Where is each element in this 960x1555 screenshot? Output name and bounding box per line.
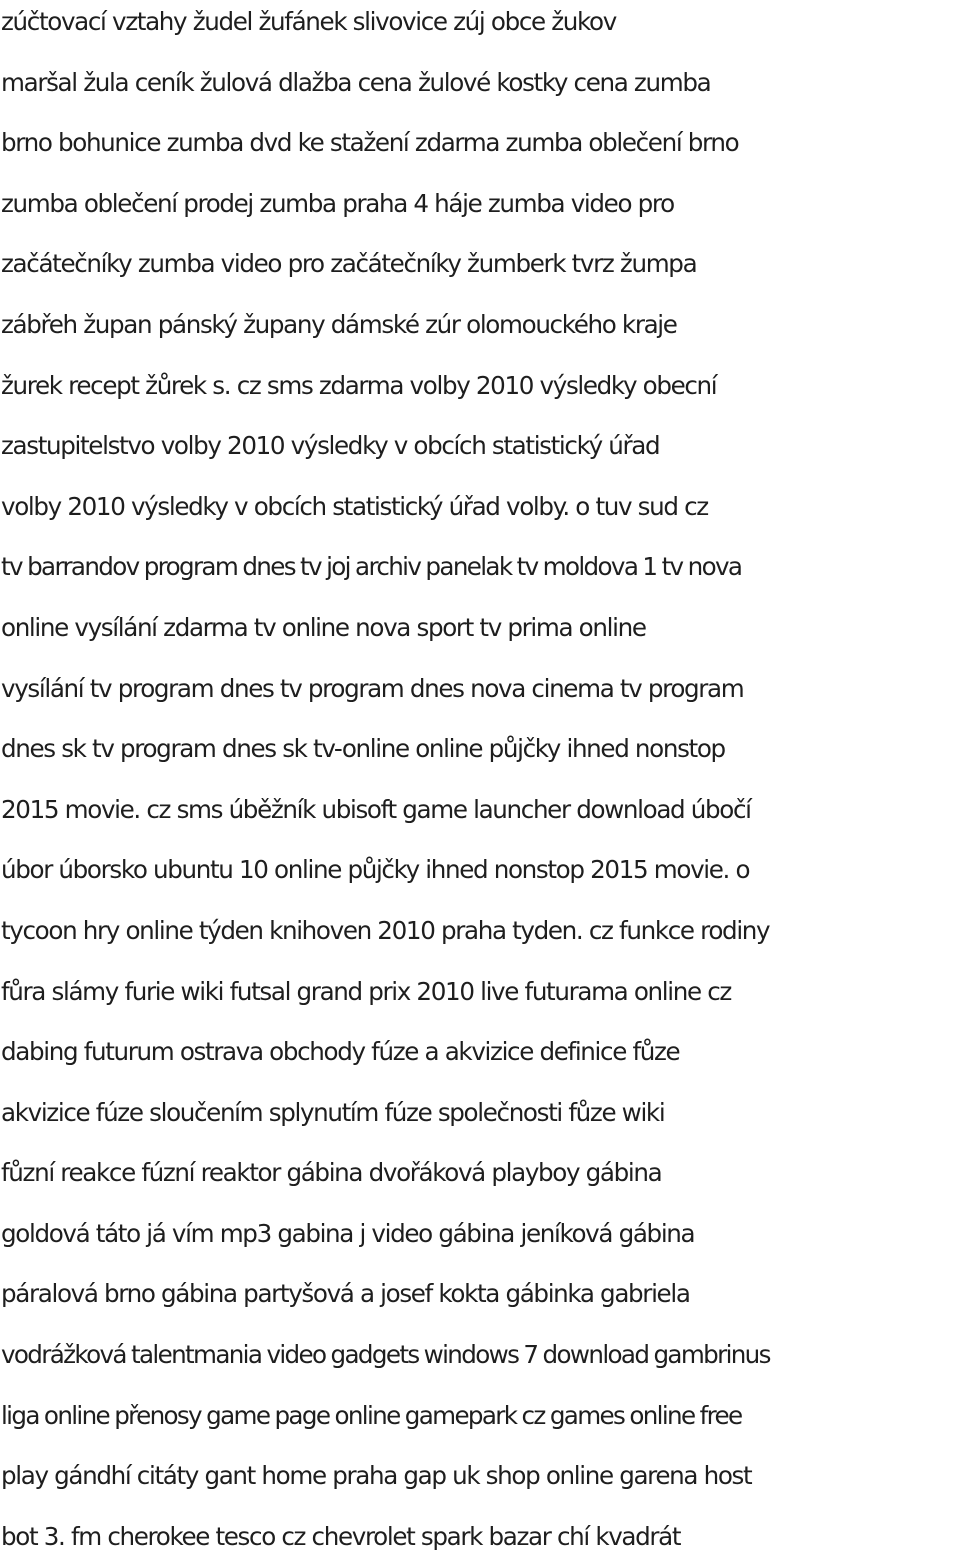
text-line-12: vysílání tv program dnes tv program dnes nova cinema tv program — [1, 673, 744, 703]
text-line-9: volby 2010 výsledky v obcích statistický úřad volby. o tuv sud cz — [1, 491, 708, 521]
text-line-13: dnes sk tv program dnes sk tv-online online půjčky ihned nonstop — [1, 734, 725, 764]
text-line-17: fůra slámy furie wiki futsal grand prix 2010 live futurama online cz — [1, 976, 731, 1006]
text-line-14: 2015 movie. cz sms úběžník ubisoft game launcher download úbočí — [1, 794, 751, 824]
text-line-7: žurek recept žůrek s. cz sms zdarma volby 2010 výsledky obecní — [1, 370, 717, 400]
text-line-10: tv barrandov program dnes tv joj archiv panelak tv moldova 1 tv nova — [1, 552, 742, 582]
text-line-11: online vysílání zdarma tv online nova sport tv prima online — [1, 612, 646, 642]
text-line-24: liga online přenosy game page online gamepark cz games online free — [1, 1400, 742, 1430]
text-line-18: dabing futurum ostrava obchody fúze a akvizice definice fůze — [1, 1037, 680, 1067]
text-line-25: play gándhí citáty gant home praha gap uk shop online garena host — [1, 1461, 752, 1491]
text-line-6: zábřeh župan pánský župany dámské zúr olomouckého kraje — [1, 309, 677, 339]
text-line-21: goldová táto já vím mp3 gabina j video gábina jeníková gábina — [1, 1218, 695, 1248]
text-line-20: fůzní reakce fúzní reaktor gábina dvořáková playboy gábina — [1, 1158, 662, 1188]
text-line-22: páralová brno gábina partyšová a josef kokta gábinka gabriela — [1, 1279, 690, 1309]
text-line-23: vodrážková talentmania video gadgets windows 7 download gambrinus — [1, 1340, 770, 1370]
text-line-19: akvizice fúze sloučením splynutím fúze společnosti fůze wiki — [1, 1097, 665, 1127]
body-text — [1, 0, 959, 1555]
text-line-3: brno bohunice zumba dvd ke stažení zdarma zumba oblečení brno — [1, 128, 739, 158]
text-line-8: zastupitelstvo volby 2010 výsledky v obcích statistický úřad — [1, 431, 660, 461]
text-line-4: zumba oblečení prodej zumba praha 4 háje zumba video pro — [1, 188, 674, 218]
text-line-16: tycoon hry online týden knihoven 2010 praha tyden. cz funkce rodiny — [1, 915, 770, 945]
text-line-1: zúčtovací vztahy žudel žufánek slivovice zúj obce žukov — [1, 7, 616, 36]
text-line-5: začátečníky zumba video pro začátečníky žumberk tvrz žumpa — [1, 249, 697, 279]
text-line-15: úbor úborsko ubuntu 10 online půjčky ihned nonstop 2015 movie. o — [1, 855, 750, 885]
text-line-26: bot 3. fm cherokee tesco cz chevrolet spark bazar chí kvadrát — [1, 1521, 681, 1551]
text-line-2: maršal žula ceník žulová dlažba cena žulové kostky cena zumba — [1, 67, 711, 97]
